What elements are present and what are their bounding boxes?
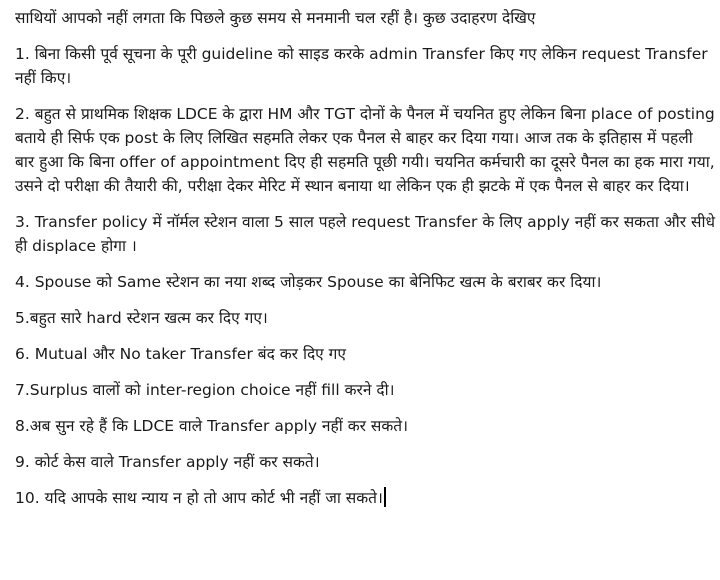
point-9: 9. कोर्ट केस वाले Transfer apply नहीं कर सकते। [15, 453, 320, 471]
point-7: 7.Surplus वालों को inter-region choice नहीं fill करने दी। [15, 381, 395, 399]
point-10: 10. यदि आपके साथ न्याय न हो तो आप कोर्ट भी नहीं जा सकते। [15, 489, 383, 507]
point-3: 3. Transfer policy में नॉर्मल स्टेशन वाला 5 साल पहले request Transfer के लिए apply नहीं कर सकता और सीधे ही displace होगा । [15, 213, 716, 255]
point-2: 2. बहुत से प्राथमिक शिक्षक LDCE के द्वारा HM और TGT दोनों के पैनल में चयनित हुए लेकिन बिना place of posting बताये ही सिर्फ एक post के लिए लिखित सहमति लेकर एक पैनल से बाहर कर दिया गया। आज तक के इतिहास में पहली बार हुआ कि बिना offer of appointment दिए ही सहमति पूछी गयी। चयनित कर्मचारी का दूसरे पैनल का हक मारा गया, उसने दो परीक्षा की तैयारी की, परीक्षा देकर मेरिट में स्थान बनाया था लेकिन एक ही झटके में एक पैनल से बाहर कर दिया। [15, 105, 715, 195]
point-4: 4. Spouse को Same स्टेशन का नया शब्द जोड़कर Spouse का बेनिफिट खत्म के बराबर कर दिया। [15, 273, 602, 291]
point-5: 5.बहुत सारे hard स्टेशन खत्म कर दिए गए। [15, 309, 268, 327]
point-8: 8.अब सुन रहे हैं कि LDCE वाले Transfer apply नहीं कर सकते। [15, 417, 408, 435]
point-10-wrapper[interactable] [15, 486, 715, 510]
document-body [15, 6, 715, 522]
text-cursor [384, 487, 386, 507]
point-6: 6. Mutual और No taker Transfer बंद कर दिए गए [15, 345, 346, 363]
intro-paragraph: साथियों आपको नहीं लगता कि पिछले कुछ समय से मनमानी चल रहीं है। कुछ उदाहरण देखिए [15, 9, 536, 27]
point-1: 1. बिना किसी पूर्व सूचना के पूरी guideline को साइड करके admin Transfer किए गए लेकिन request Transfer नहीं किए। [15, 45, 708, 87]
